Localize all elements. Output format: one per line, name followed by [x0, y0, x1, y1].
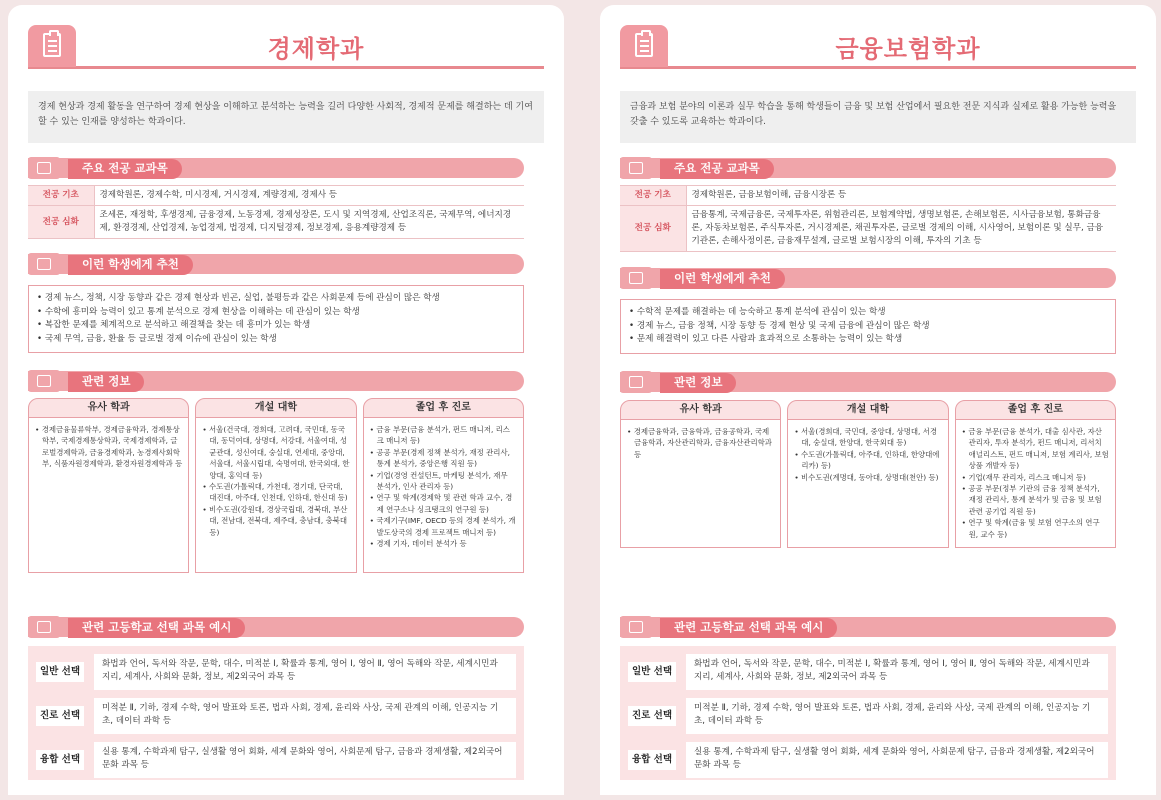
univ-title: 개설 대학: [195, 398, 356, 418]
notebook-icon: [28, 616, 60, 638]
info-heading: [28, 371, 524, 391]
similar-col: [28, 398, 189, 573]
list-item: • 경제 뉴스, 금융 정책, 시장 동향 등 경제 현상 및 국제 금융에 관심이 많은 학생: [629, 320, 1107, 334]
selection-heading: [620, 617, 1116, 637]
course-key: 전공 기초: [28, 186, 94, 206]
table-row: [36, 696, 516, 736]
univ-title: 개설 대학: [787, 400, 948, 420]
selection-box: [28, 646, 524, 780]
career-body: [955, 420, 1116, 548]
univ-col: [195, 398, 356, 573]
courses-table: [620, 185, 1116, 252]
list-item: • 경제금융물류학부, 경제금융학과, 경제통상학부, 국제경제통상학과, 국제경제학과, 글로벌경제학과, 금융경제학과, 농경제사회학부, 식품자원경제학과, 환경자원경제학과 등: [35, 424, 182, 470]
notebook-icon: [620, 616, 652, 638]
table-row: [620, 186, 1116, 206]
selection-heading-label: 관련 고등학교 선택 과목 예시: [660, 618, 837, 638]
table-row: [28, 206, 524, 239]
similar-title: 유사 학과: [28, 398, 189, 418]
selection-value: 화법과 언어, 독서와 작문, 문학, 대수, 미적분 Ⅰ, 확률과 통계, 영어 Ⅰ, 영어 Ⅱ, 영어 독해와 작문, 세계시민과 지리, 세계사, 사회와 문화, 정보, 제2외국어 과목 등: [686, 654, 1108, 690]
course-key: 전공 심화: [28, 206, 94, 239]
page-title: 경제학과: [267, 35, 365, 63]
monitor-icon: [28, 253, 60, 275]
list-item: • 공공 부문(경제 정책 분석가, 재정 관리사, 통계 분석가, 중앙은행 직원 등): [370, 447, 517, 470]
list-item: • 비수도권(강원대, 경상국립대, 경북대, 부산대, 전남대, 전북대, 제주대, 충남대, 충북대 등): [202, 504, 349, 538]
selection-value: 실용 통계, 수학과제 탐구, 실생활 영어 회화, 세계 문화와 영어, 사회문제 탐구, 금융과 경제생활, 제2외국어 문화 과목 등: [686, 742, 1108, 778]
recommend-list: [28, 285, 524, 353]
table-row: [628, 740, 1108, 780]
list-item: • 공공 부문(정부 기관의 금융 정책 분석가, 재정 관리사, 통계 분석가 및 금융 및 보험 관련 공기업 직원 등): [962, 483, 1109, 517]
info-heading-label: 관련 정보: [660, 373, 736, 393]
career-col: [955, 400, 1116, 548]
left-page: [8, 5, 564, 795]
recommend-heading-label: 이런 학생에게 추천: [68, 255, 193, 275]
page-title-bar: [620, 25, 1136, 69]
table-row: [620, 206, 1116, 252]
selection-heading: [28, 617, 524, 637]
courses-heading-label: 주요 전공 교과목: [68, 159, 182, 179]
selection-heading-label: 관련 고등학교 선택 과목 예시: [68, 618, 245, 638]
table-row: [628, 652, 1108, 692]
univ-body: [787, 420, 948, 548]
info-columns: [620, 400, 1116, 548]
course-value: 조세론, 재정학, 후생경제, 금융경제, 노동경제, 경제성장론, 도시 및 지역경제, 산업조직론, 국제무역, 에너지경제, 환경경제, 산업경제, 농업경제, 법경제, 디지털경제, 정보경제, 응용계량경제 등: [94, 206, 524, 239]
list-item: • 서울(건국대, 경희대, 고려대, 국민대, 동국대, 동덕여대, 상명대, 서강대, 서울여대, 성균관대, 성신여대, 숭실대, 연세대, 중앙대, 서울대, 서울시립대, 숙명여대, 한국외대, 한양대, 홍익대 등): [202, 424, 349, 481]
courses-heading: [28, 158, 524, 178]
courses-heading-label: 주요 전공 교과목: [660, 159, 774, 179]
similar-title: 유사 학과: [620, 400, 781, 420]
selection-value: 실용 통계, 수학과제 탐구, 실생활 영어 회화, 세계 문화와 영어, 사회문제 탐구, 금융과 경제생활, 제2외국어 문화 과목 등: [94, 742, 516, 778]
career-title: 졸업 후 진로: [363, 398, 524, 418]
list-item: • 서울(경희대, 국민대, 중앙대, 상명대, 서경대, 숭실대, 한양대, 한국외대 등): [794, 426, 941, 449]
list-item: • 국제 무역, 금융, 환율 등 글로벌 경제 이슈에 관심이 있는 학생: [37, 333, 515, 347]
recommend-heading: [620, 268, 1116, 288]
univ-body: [195, 418, 356, 573]
selection-value: 미적분 Ⅱ, 기하, 경제 수학, 영어 발표와 토론, 법과 사회, 경제, 윤리와 사상, 국제 관계의 이해, 인공지능 기초, 데이터 과학 등: [94, 698, 516, 734]
list-item: • 기업(경영 컨설턴트, 마케팅 분석가, 재무 분석가, 인사 관리자 등): [370, 470, 517, 493]
list-item: • 국제기구(IMF, OECD 등의 경제 분석가, 개발도상국의 경제 프로젝트 매니저 등): [370, 515, 517, 538]
edit-note-icon: [28, 157, 60, 179]
table-row: [28, 186, 524, 206]
list-item: • 수학에 흥미와 능력이 있고 통계 분석으로 경제 현상을 이해하는 데 관심이 있는 학생: [37, 306, 515, 320]
info-heading: [620, 372, 1116, 392]
table-row: [628, 696, 1108, 736]
list-item: • 연구 및 학계(금융 및 보험 연구소의 연구원, 교수 등): [962, 517, 1109, 540]
intro-text: 경제 현상과 경제 활동을 연구하여 경제 현상을 이해하고 분석하는 능력을 길러 다양한 사회적, 경제적 문제를 해결하는 데 기여할 수 있는 인재를 양성하는 학과이다.: [28, 91, 544, 143]
list-item: • 경제 뉴스, 정책, 시장 동향과 같은 경제 현상과 빈곤, 실업, 불평등과 같은 사회문제 등에 관심이 많은 학생: [37, 292, 515, 306]
selection-value: 화법과 언어, 독서와 작문, 문학, 대수, 미적분 Ⅰ, 확률과 통계, 영어 Ⅰ, 영어 Ⅱ, 영어 독해와 작문, 세계시민과 지리, 세계사, 사회와 문화, 정보, 제2외국어 과목 등: [94, 654, 516, 690]
monitor-icon: [620, 267, 652, 289]
list-item: • 기업(재무 관리자, 리스크 매니저 등): [962, 472, 1109, 483]
similar-body: [28, 418, 189, 573]
recommend-heading-label: 이런 학생에게 추천: [660, 269, 785, 289]
chart-report-icon: [28, 370, 60, 392]
similar-body: [620, 420, 781, 548]
list-item: • 수도권(가톨릭대, 아주대, 인하대, 한양대에리카) 등): [794, 449, 941, 472]
similar-col: [620, 400, 781, 548]
list-item: • 금융 부문(금융 분석가, 대출 심사관, 자산 관리자, 투자 분석가, 펀드 매니저, 리서치 애널리스트, 펀드 매니저, 보험 계리사, 보험 상품 개발자 등): [962, 426, 1109, 472]
list-item: • 경제 기자, 데이터 분석가 등: [370, 538, 517, 549]
selection-key: 진로 선택: [36, 706, 84, 726]
info-heading-label: 관련 정보: [68, 372, 144, 392]
list-item: • 경제금융학과, 금융학과, 금융공학과, 국제금융학과, 자산관리학과, 금융자산관리학과 등: [627, 426, 774, 460]
career-col: [363, 398, 524, 573]
univ-col: [787, 400, 948, 548]
courses-table: [28, 185, 524, 239]
list-item: • 비수도권(계명대, 동아대, 상명대(천안) 등): [794, 472, 941, 483]
page-title: 금융보험학과: [835, 35, 981, 63]
list-item: • 복잡한 문제를 체계적으로 분석하고 해결책을 찾는 데 흥미가 있는 학생: [37, 319, 515, 333]
selection-key: 일반 선택: [628, 662, 676, 682]
intro-text: 금융과 보험 분야의 이론과 실무 학습을 통해 학생들이 금융 및 보험 산업에서 필요한 전문 지식과 실제로 활용 가능한 능력을 갖출 수 있도록 교육하는 학과이다.: [620, 91, 1136, 143]
career-body: [363, 418, 524, 573]
selection-key: 진로 선택: [628, 706, 676, 726]
recommend-heading: [28, 254, 524, 274]
course-value: 경제학원론, 경제수학, 미시경제, 거시경제, 계량경제, 경제사 등: [94, 186, 524, 206]
course-value: 경제학원론, 금융보험이해, 금융시장론 등: [686, 186, 1116, 206]
course-value: 금융통계, 국제금융론, 국제투자론, 위험관리론, 보험계약법, 생명보험론, 손해보험론, 시사금융보험, 통화금융론, 자동차보험론, 주식투자론, 거시경제론, 채권투자론, 글로벌 경제의 이해, 시사영어, 보험이론 및 실무, 금융기관론, 손해사정이론, 금융재무설계, 글로벌 보험시장의 이해, 투자의 기초 등: [686, 206, 1116, 252]
recommend-list: [620, 299, 1116, 354]
clipboard-icon: [620, 25, 668, 67]
page-title-bar: [28, 25, 544, 69]
selection-box: [620, 646, 1116, 780]
career-title: 졸업 후 진로: [955, 400, 1116, 420]
selection-key: 융합 선택: [36, 750, 84, 770]
list-item: • 문제 해결력이 있고 다른 사람과 효과적으로 소통하는 능력이 있는 학생: [629, 333, 1107, 347]
list-item: • 수학적 문제를 해결하는 데 능숙하고 통계 분석에 관심이 있는 학생: [629, 306, 1107, 320]
list-item: • 금융 부문(금융 분석가, 펀드 매니저, 리스크 매니저 등): [370, 424, 517, 447]
clipboard-icon: [28, 25, 76, 67]
list-item: • 수도권(가톨릭대, 가천대, 경기대, 단국대, 대진대, 아주대, 인천대, 인하대, 한신대 등): [202, 481, 349, 504]
selection-key: 융합 선택: [628, 750, 676, 770]
edit-note-icon: [620, 157, 652, 179]
course-key: 전공 심화: [620, 206, 686, 252]
table-row: [36, 740, 516, 780]
list-item: • 연구 및 학계(경제학 및 관련 학과 교수, 경제 연구소나 싱크탱크의 연구원 등): [370, 492, 517, 515]
info-columns: [28, 398, 524, 573]
selection-key: 일반 선택: [36, 662, 84, 682]
selection-value: 미적분 Ⅱ, 기하, 경제 수학, 영어 발표와 토론, 법과 사회, 경제, 윤리와 사상, 국제 관계의 이해, 인공지능 기초, 데이터 과학 등: [686, 698, 1108, 734]
courses-heading: [620, 158, 1116, 178]
table-row: [36, 652, 516, 692]
chart-report-icon: [620, 371, 652, 393]
course-key: 전공 기초: [620, 186, 686, 206]
right-page: [600, 5, 1156, 795]
